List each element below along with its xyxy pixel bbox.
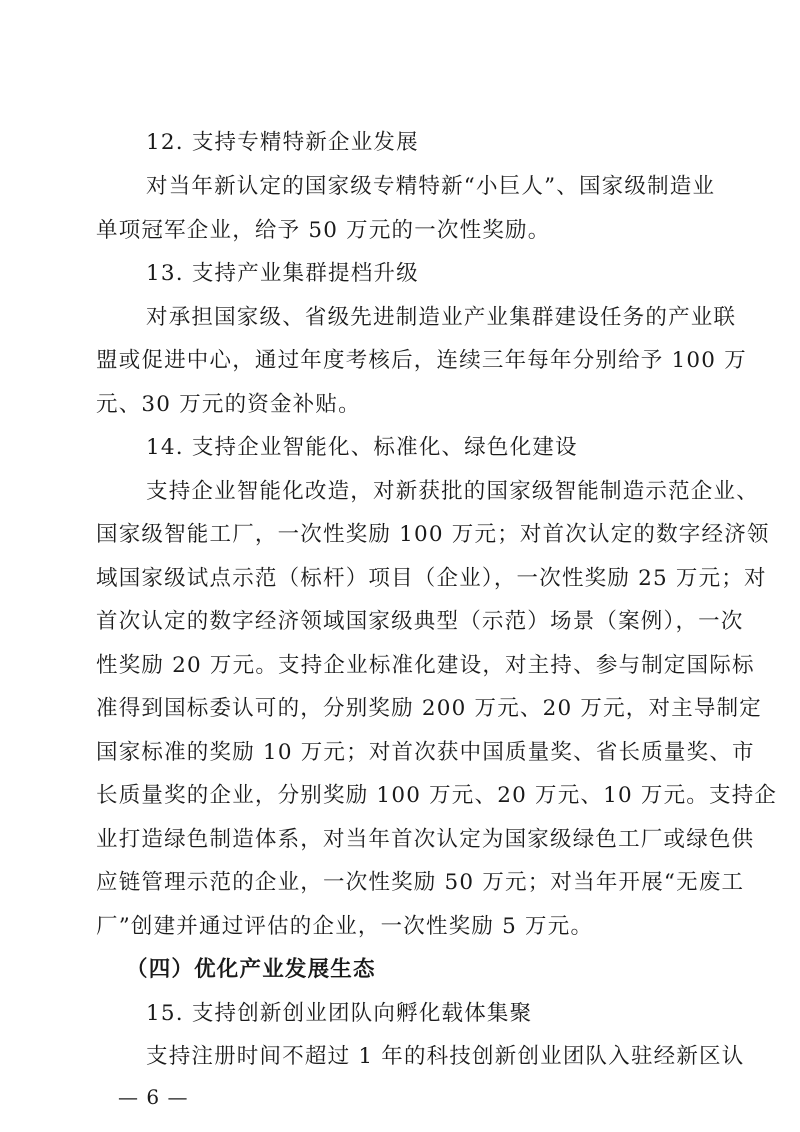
paragraph-line: 准得到国标委认可的，分别奖励 200 万元、20 万元，对主导制定 — [96, 696, 763, 721]
paragraph-line: 单项冠军企业，给予 50 万元的一次性奖励。 — [96, 218, 551, 243]
paragraph-line: 对当年新认定的国家级专精特新“小巨人”、国家级制造业 — [146, 174, 716, 199]
paragraph-line: 国家标准的奖励 10 万元；对首次获中国质量奖、省长质量奖、市 — [96, 740, 755, 765]
paragraph-line: 支持注册时间不超过 1 年的科技创新创业团队入驻经新区认 — [146, 1044, 745, 1069]
paragraph-line: 国家级智能工厂，一次性奖励 100 万元；对首次认定的数字经济领 — [96, 522, 770, 547]
paragraph-line: 首次认定的数字经济领域国家级典型（示范）场景（案例），一次 — [96, 609, 744, 634]
page-number: — 6 — — [118, 1085, 189, 1109]
paragraph-line: 长质量奖的企业，分别奖励 100 万元、20 万元、10 万元。支持企 — [96, 783, 778, 808]
paragraph-line: 支持企业智能化改造，对新获批的国家级智能制造示范企业、 — [146, 479, 759, 504]
paragraph-line: 盟或促进中心，通过年度考核后，连续三年每年分别给予 100 万 — [96, 348, 747, 373]
heading-14: 14. 支持企业智能化、标准化、绿色化建设 — [146, 435, 578, 460]
paragraph-line: 应链管理示范的企业，一次性奖励 50 万元；对当年开展“无废工 — [96, 870, 745, 895]
heading-15: 15. 支持创新创业团队向孵化载体集聚 — [146, 1001, 533, 1026]
section-heading-4: （四）优化产业发展生态 — [126, 957, 376, 982]
paragraph-line: 域国家级试点示范（标杆）项目（企业），一次性奖励 25 万元；对 — [96, 566, 767, 591]
paragraph-line: 厂”创建并通过评估的企业，一次性奖励 5 万元。 — [96, 914, 594, 939]
heading-12: 12. 支持专精特新企业发展 — [146, 130, 419, 155]
paragraph-line: 性奖励 20 万元。支持企业标准化建设，对主持、参与制定国际标 — [96, 653, 755, 678]
paragraph-line: 对承担国家级、省级先进制造业产业集群建设任务的产业联 — [146, 305, 737, 330]
heading-13: 13. 支持产业集群提档升级 — [146, 261, 419, 286]
paragraph-line: 元、30 万元的资金补贴。 — [96, 392, 361, 417]
paragraph-line: 业打造绿色制造体系，对当年首次认定为国家级绿色工厂或绿色供 — [96, 827, 755, 852]
